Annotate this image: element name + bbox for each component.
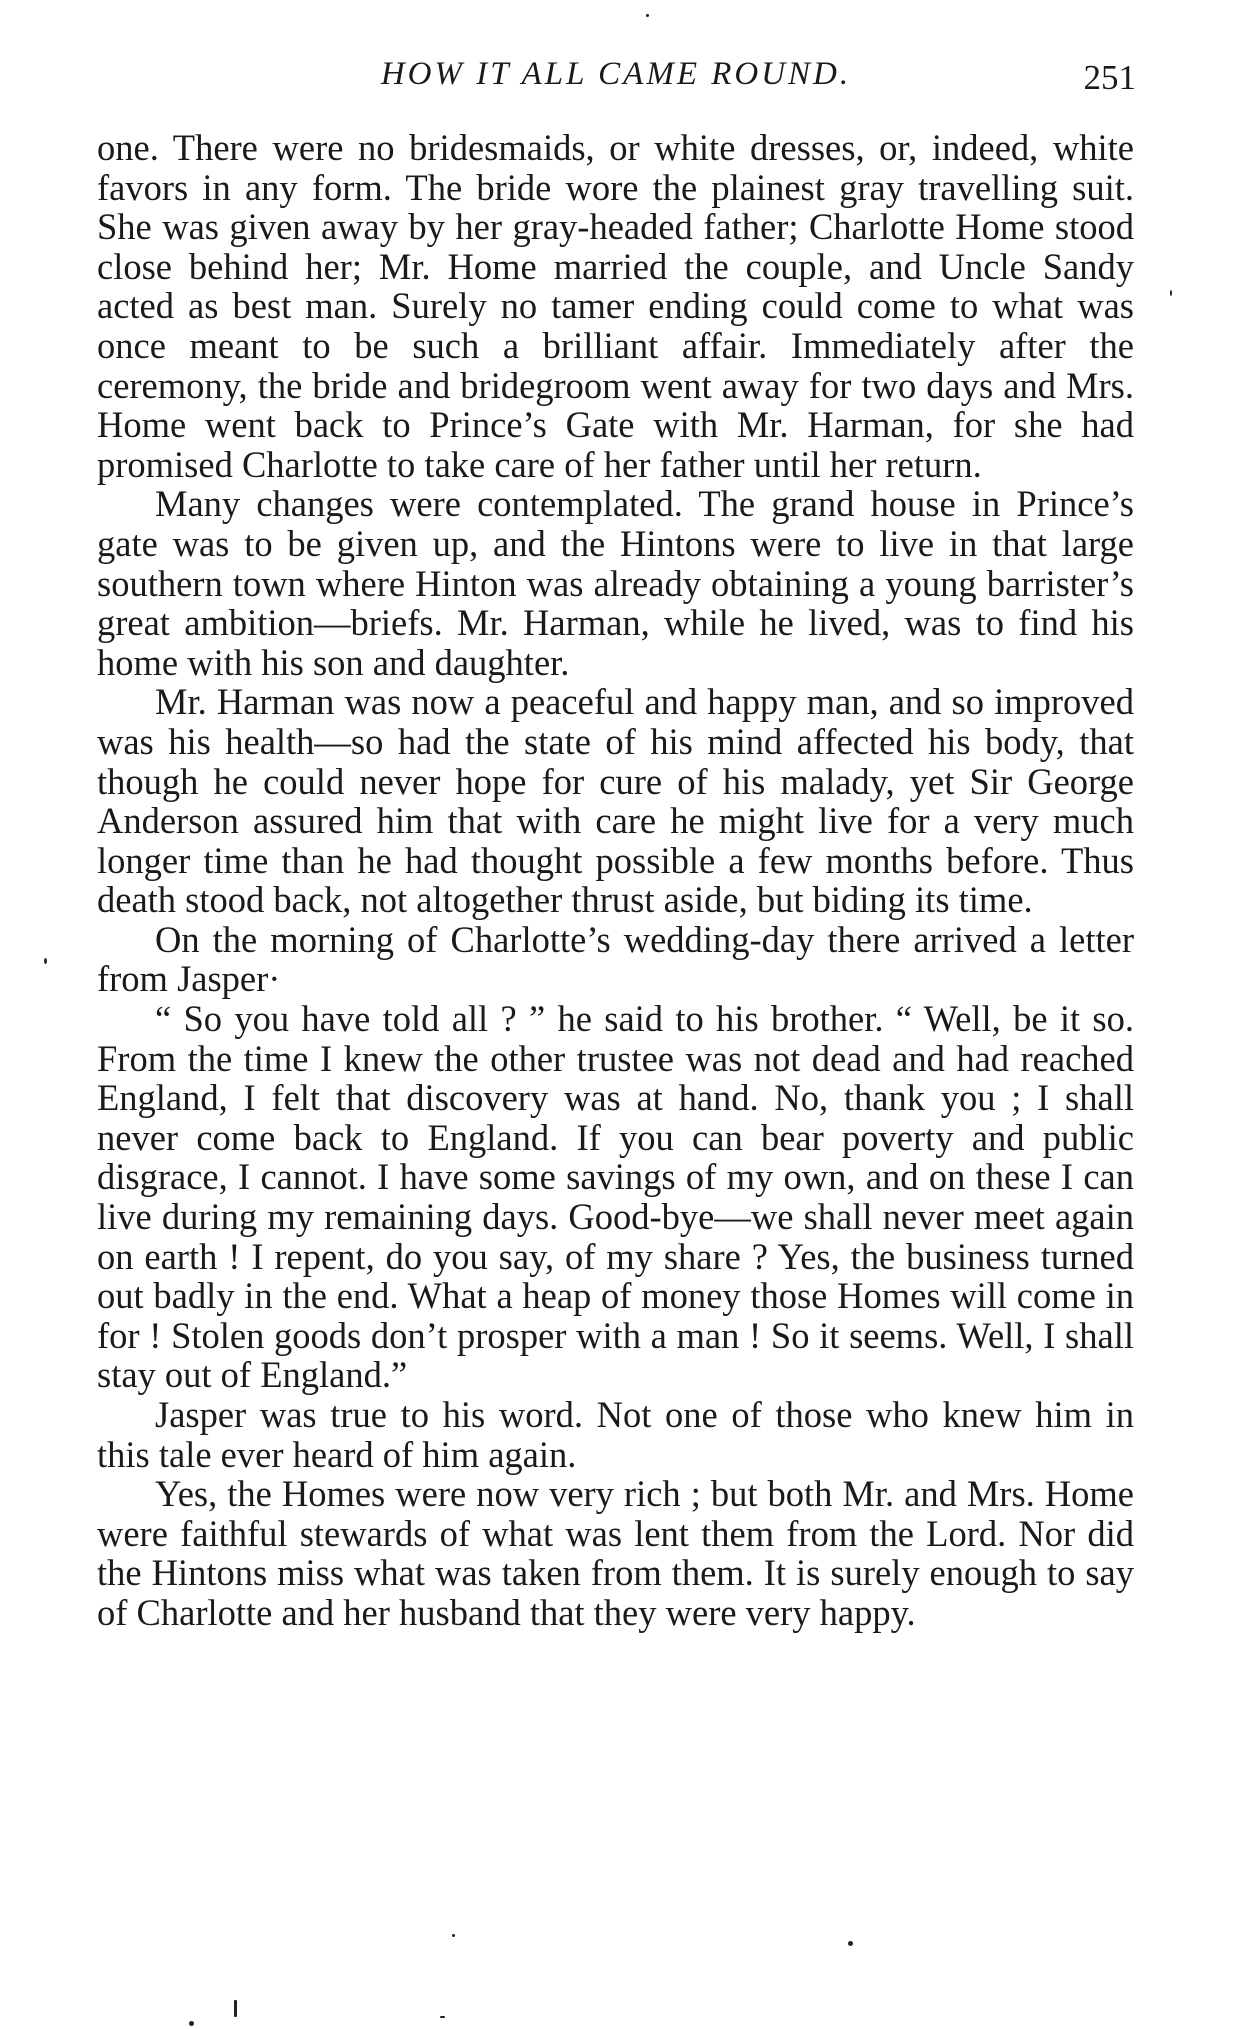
scan-speck: [1170, 290, 1172, 296]
body-text: [97, 128, 1134, 1633]
paragraph-6: Jasper was true to his word. Not one of those who knew him in this tale ever heard of him again.: [97, 1394, 1134, 1475]
paragraph-2: Many changes were contemplated. The grand house in Prince’s gate was to be given up, and the Hintons were to live in that large southern town where Hinton was already obtaining a young barrister’s great ambition—briefs. Mr. Harman, while he lived, was to find his home with his son and daughter.: [97, 483, 1134, 683]
paragraph-5: “ So you have told all ? ” he said to his brother. “ Well, be it so. From the time I knew the other trustee was not dead and had reached England, I felt that discovery was at hand. No, thank you ; I shall never come back to England. If you can bear poverty and public disgrace, I cannot. I have some savings of my own, and on these I can live during my remaining days. Good-bye—we shall never meet again on earth ! I repent, do you say, of my share ? Yes, the business turned out badly in the end. What a heap of money those Homes will come in for ! Stolen goods don’t prosper with a man ! So it seems. Well, I shall stay out of England.”: [97, 998, 1134, 1396]
paragraph-3: Mr. Harman was now a peaceful and happy man, and so improved was his health—so had the state of his mind affected his body, that though he could never hope for cure of his malady, yet Sir George Anderson assured him that with care he might live for a very much longer time than he had thought possible a few months before. Thus death stood back, not altogether thrust aside, but biding its time.: [97, 681, 1134, 921]
page-number: 251: [1083, 58, 1136, 97]
scan-speck: [452, 1934, 455, 1937]
paragraph-7: Yes, the Homes were now very rich ; but both Mr. and Mrs. Home were faithful stewards of what was lent them from the Lord. Nor did the Hintons miss what was taken from them. It is surely enough to say of Charlotte and her husband that they were very happy.: [97, 1473, 1134, 1633]
scan-speck: [848, 1941, 853, 1946]
running-head: [96, 52, 1136, 102]
scan-speck: [646, 14, 649, 17]
paragraph-4: On the morning of Charlotte’s wedding-day there arrived a letter from Jasper·: [97, 918, 1134, 1000]
running-title: HOW IT ALL CAME ROUND.: [380, 56, 852, 92]
scan-speck: [234, 2000, 237, 2017]
scan-speck: [440, 2016, 445, 2018]
scan-speck: [44, 958, 47, 964]
paragraph-1: one. There were no bridesmaids, or white dresses, or, indeed, white favors in any form. The bride wore the plainest gray travelling suit. She was given away by her gray-headed father; Charlotte Home stood close behind her; Mr. Home married the couple, and Uncle Sandy acted as best man. Surely no tamer ending could come to what was once meant to be such a brilliant affair. Immediately after the ceremony, the bride and bridegroom went away for two days and Mrs. Home went back to Prince’s Gate with Mr. Harman, for she had promised Charlotte to take care of her father until her return.: [97, 127, 1134, 485]
scan-speck: [189, 2021, 194, 2026]
